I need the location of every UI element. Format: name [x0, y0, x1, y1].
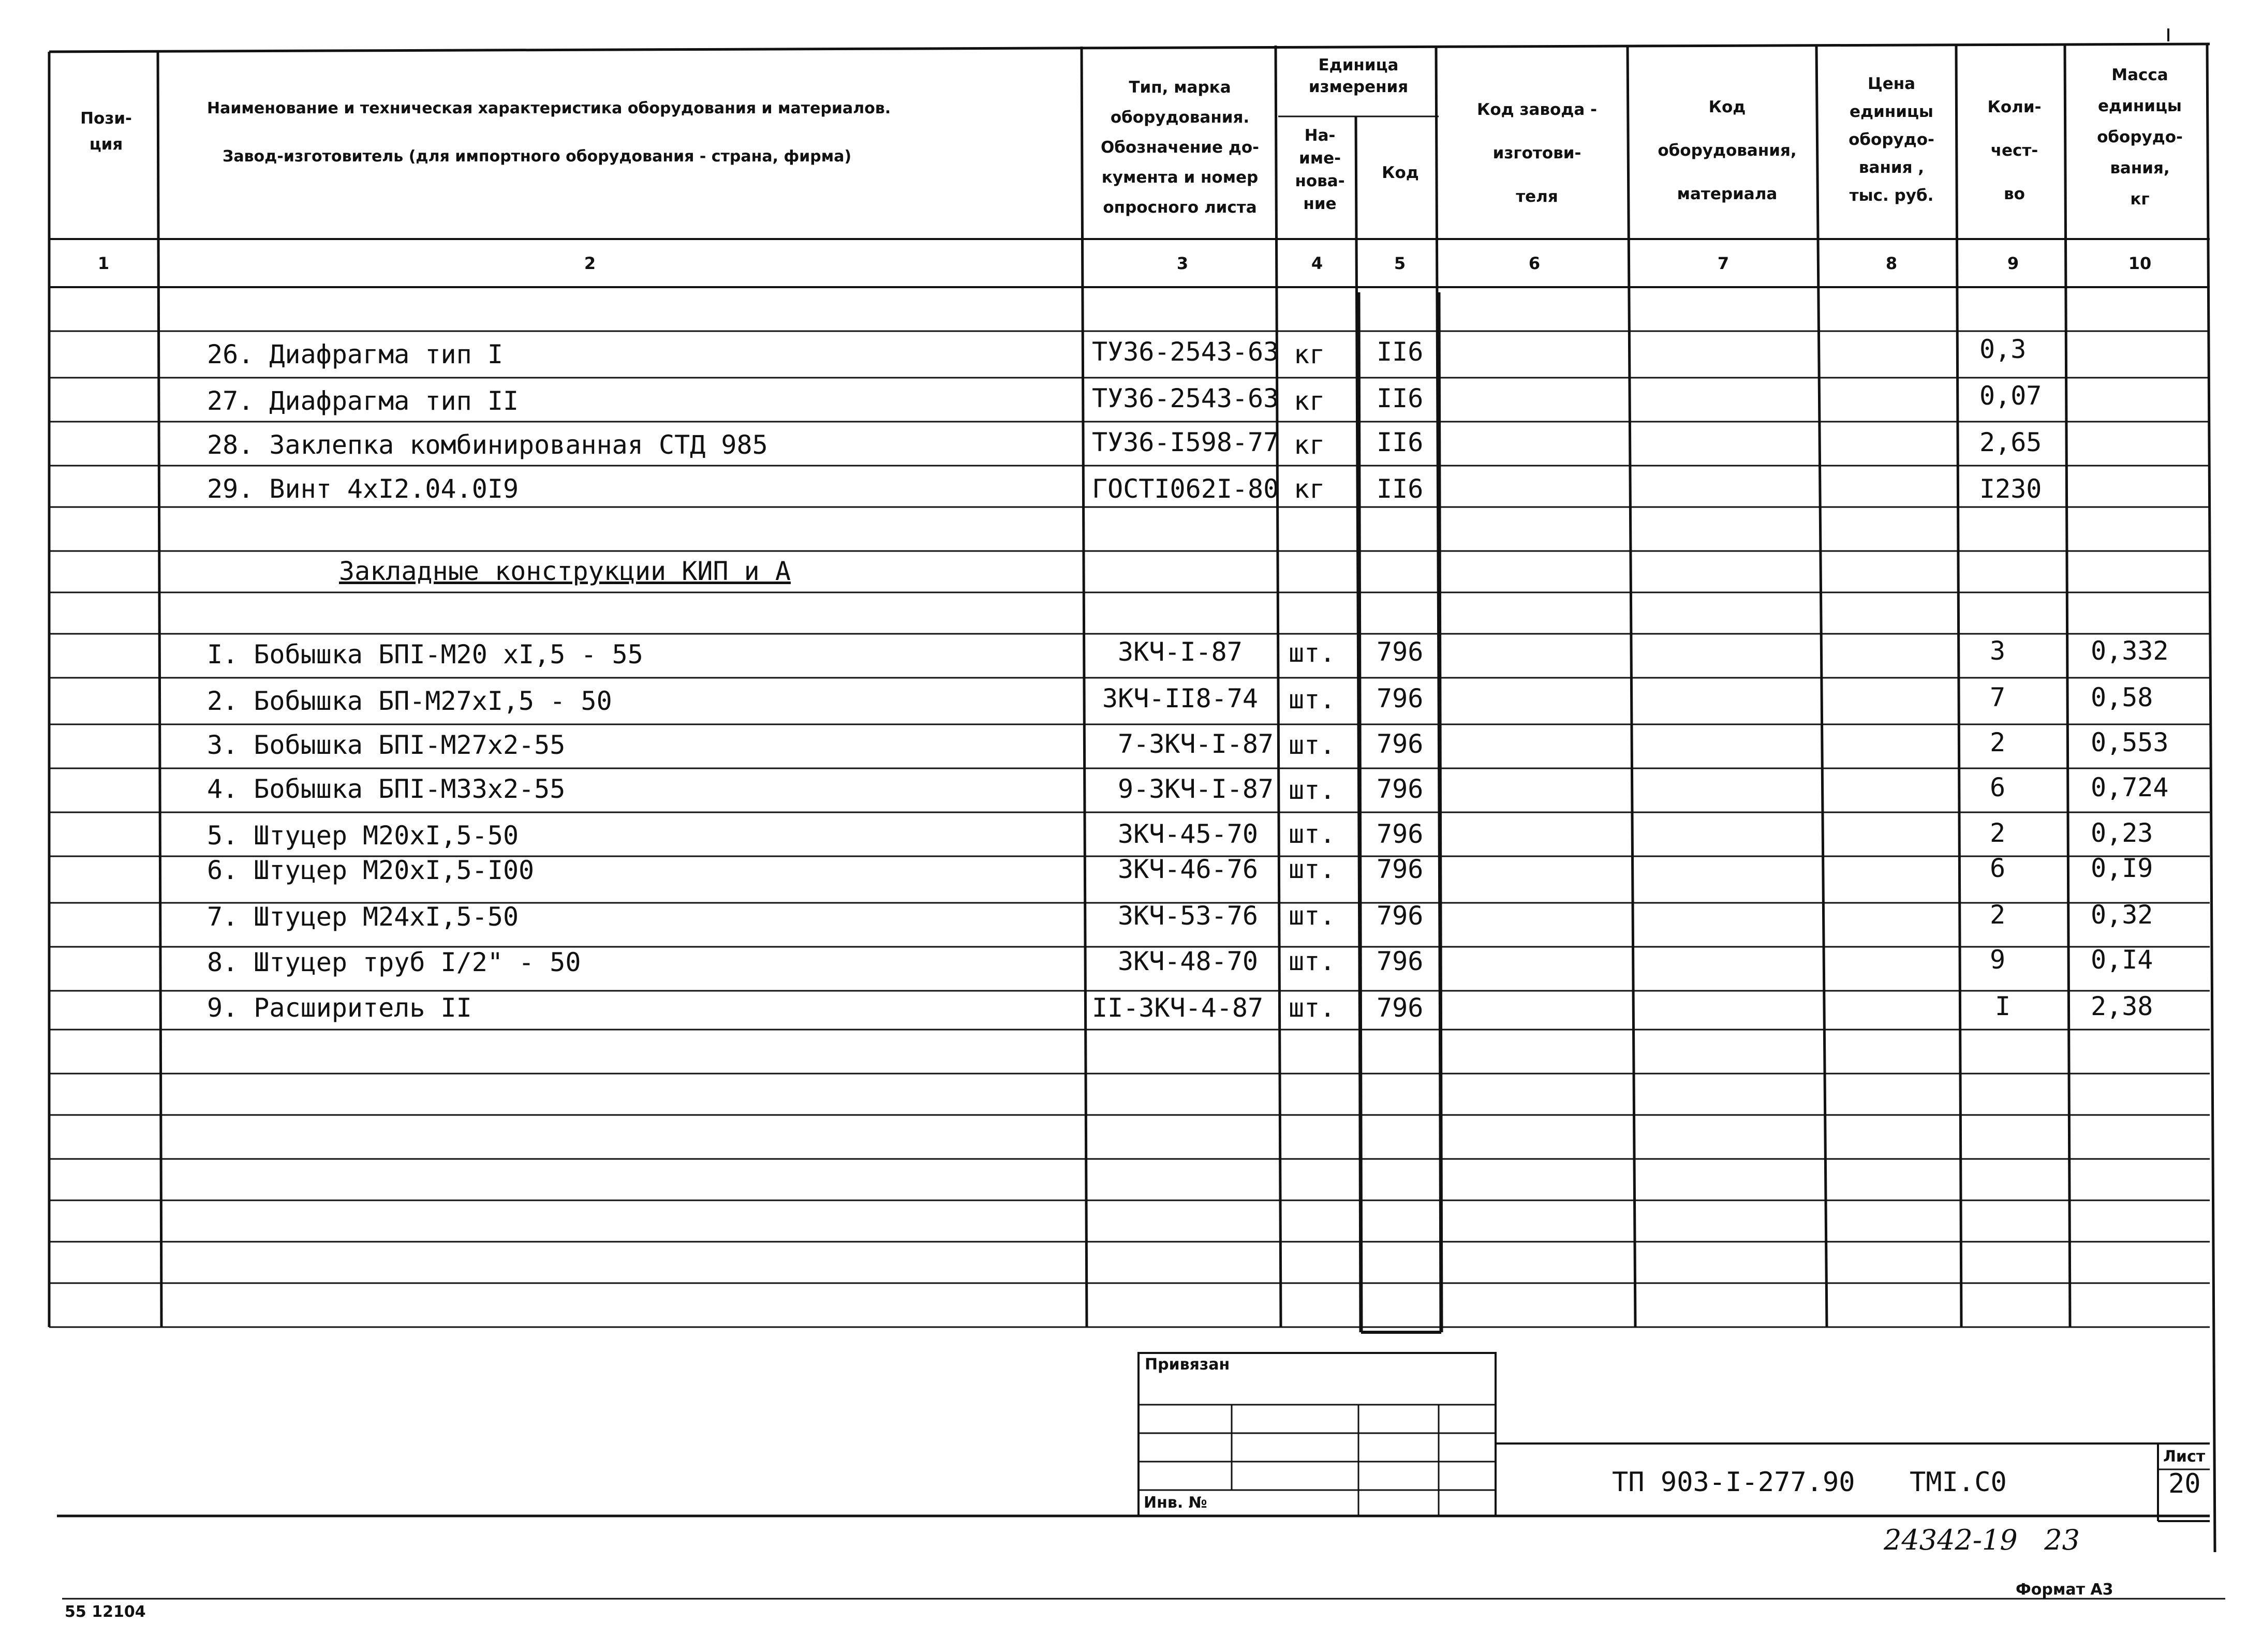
item-mass: 0,32	[2091, 900, 2153, 930]
item-qty: 9	[1990, 945, 2006, 975]
item-code: 796	[1377, 901, 1424, 931]
item-name: 4. Бобышка БПI-М33х2-55	[207, 774, 566, 804]
header-position: Пози- ция	[80, 109, 132, 154]
item-qty: 0,3	[1979, 334, 2027, 364]
item-unit: шт.	[1289, 730, 1336, 760]
item-qty: 2	[1990, 727, 2006, 757]
item-mass: 2,38	[2091, 991, 2153, 1021]
sheet-label: Лист	[2163, 1448, 2206, 1466]
item-code: II6	[1377, 427, 1424, 457]
item-code: II6	[1377, 337, 1424, 367]
item-unit: кг	[1294, 339, 1325, 369]
col-number-8: 8	[1885, 254, 1898, 273]
col-number-5: 5	[1394, 254, 1406, 273]
item-mass: 0,I4	[2091, 945, 2153, 975]
header-type: Тип, марка оборудования. Обозначение до- кумента и номер опросного листа	[1100, 78, 1260, 217]
item-name: 7. Штуцер М24хI,5-50	[207, 902, 519, 932]
item-name: 26. Диафрагма тип I	[207, 339, 503, 369]
header-plant-code: Код завода - изготови- теля	[1477, 100, 1597, 206]
item-unit: кг	[1294, 430, 1325, 460]
item-doc: ЗКЧ-48-70	[1118, 946, 1258, 976]
item-unit: шт.	[1289, 901, 1336, 931]
col-number-3: 3	[1176, 254, 1189, 273]
item-doc: ЗКЧ-I-87	[1118, 637, 1243, 667]
item-qty: 6	[1990, 853, 2006, 883]
item-code: II6	[1377, 474, 1424, 504]
header-quantity: Коли- чест- во	[1987, 98, 2042, 203]
col-number-7: 7	[1717, 254, 1729, 273]
item-doc: 9-ЗКЧ-I-87	[1118, 774, 1274, 804]
item-mass: 0,332	[2091, 636, 2169, 666]
item-qty: I230	[1979, 474, 2042, 504]
col-number-10: 10	[2128, 254, 2152, 273]
header-unit-name: На- име- нова- ние	[1295, 126, 1345, 213]
item-qty: 2	[1990, 900, 2006, 930]
stamp-inventory-number: Инв. №	[1144, 1494, 1207, 1512]
item-qty: 2	[1990, 818, 2006, 848]
item-doc: ЗКЧ-45-70	[1118, 819, 1258, 849]
header-unit-group: Единица измерения	[1308, 56, 1409, 96]
item-code: 796	[1377, 946, 1424, 976]
item-qty: 3	[1990, 636, 2006, 666]
item-unit: шт.	[1289, 638, 1336, 668]
item-mass: 0,553	[2091, 727, 2169, 757]
item-mass: 0,58	[2091, 682, 2153, 712]
item-qty: 7	[1990, 682, 2006, 712]
handwritten-number: 24342-19 23	[1884, 1524, 2080, 1556]
item-unit: кг	[1294, 386, 1325, 416]
item-doc: II-ЗКЧ-4-87	[1092, 993, 1264, 1023]
item-unit: шт.	[1289, 684, 1336, 715]
stamp-privyazan: Привязан	[1145, 1356, 1230, 1374]
item-doc: ТУ36-2543-63	[1092, 337, 1279, 367]
item-doc: ТУ36-I598-77	[1092, 427, 1279, 457]
item-code: 796	[1377, 637, 1424, 667]
item-code: 796	[1377, 774, 1424, 804]
item-name: 2. Бобышка БП-М27хI,5 - 50	[207, 686, 612, 716]
item-name: 6. Штуцер М20хI,5-I00	[207, 855, 535, 885]
item-name: 9. Расширитель II	[207, 993, 472, 1023]
item-code: 796	[1377, 683, 1424, 713]
section-title: Закладные конструкции КИП и А	[339, 556, 791, 586]
format-label: Формат А3	[2016, 1581, 2113, 1599]
item-name: 5. Штуцер М20хI,5-50	[207, 821, 519, 851]
item-name: 3. Бобышка БПI-М27х2-55	[207, 730, 566, 760]
item-qty: 0,07	[1979, 381, 2042, 411]
item-name: I. Бобышка БПI-М20 хI,5 - 55	[207, 639, 643, 669]
col-number-2: 2	[584, 254, 596, 273]
header-name-line2: Завод-изготовитель (для импортного оборудования - страна, фирма)	[223, 147, 852, 166]
item-doc: ЗКЧ-II8-74	[1102, 683, 1259, 713]
item-qty: I	[1995, 991, 2011, 1021]
item-code: 796	[1377, 854, 1424, 884]
header-equipment-code: Код оборудования, материала	[1658, 98, 1797, 203]
item-doc: ТУ36-2543-63	[1092, 383, 1279, 413]
item-doc: ГОСТI062I-80	[1092, 474, 1279, 504]
item-doc: ЗКЧ-46-76	[1118, 854, 1258, 884]
item-doc: 7-ЗКЧ-I-87	[1118, 729, 1274, 759]
col-number-9: 9	[2007, 254, 2019, 273]
item-unit: шт.	[1289, 775, 1336, 805]
item-unit: шт.	[1289, 854, 1336, 884]
item-name: 29. Винт 4хI2.04.0I9	[207, 474, 519, 504]
col-number-4: 4	[1311, 254, 1323, 273]
item-doc: ЗКЧ-53-76	[1118, 901, 1258, 931]
header-name-line1: Наименование и техническая характеристика оборудования и материалов.	[207, 99, 891, 117]
item-code: 796	[1377, 993, 1424, 1023]
item-qty: 2,65	[1979, 427, 2042, 457]
item-code: 796	[1377, 819, 1424, 849]
item-mass: 0,724	[2091, 772, 2169, 802]
header-price: Цена единицы оборудо- вания , тыс. руб.	[1849, 75, 1934, 205]
item-name: 28. Заклепка комбинированная СТД 985	[207, 430, 768, 460]
col-number-1: 1	[97, 254, 110, 273]
item-unit: шт.	[1289, 993, 1336, 1023]
item-mass: 0,I9	[2091, 853, 2153, 883]
item-qty: 6	[1990, 772, 2006, 802]
item-code: II6	[1377, 383, 1424, 413]
item-mass: 0,23	[2091, 818, 2153, 848]
header-unit-code: Код	[1382, 163, 1419, 182]
bottom-code: 55 12104	[65, 1603, 146, 1621]
item-code: 796	[1377, 729, 1424, 759]
sheet-number: 20	[2168, 1468, 2201, 1499]
document-code: ТП 903-I-277.90	[1612, 1467, 1855, 1498]
item-unit: шт.	[1289, 819, 1336, 849]
document-mark: ТМI.С0	[1910, 1467, 2007, 1498]
col-number-6: 6	[1528, 254, 1541, 273]
item-name: 27. Диафрагма тип II	[207, 386, 519, 416]
header-mass: Масса единицы оборудо- вания, кг	[2097, 66, 2183, 209]
item-name: 8. Штуцер труб I/2" - 50	[207, 947, 581, 977]
item-unit: шт.	[1289, 946, 1336, 976]
item-unit: кг	[1294, 474, 1325, 504]
